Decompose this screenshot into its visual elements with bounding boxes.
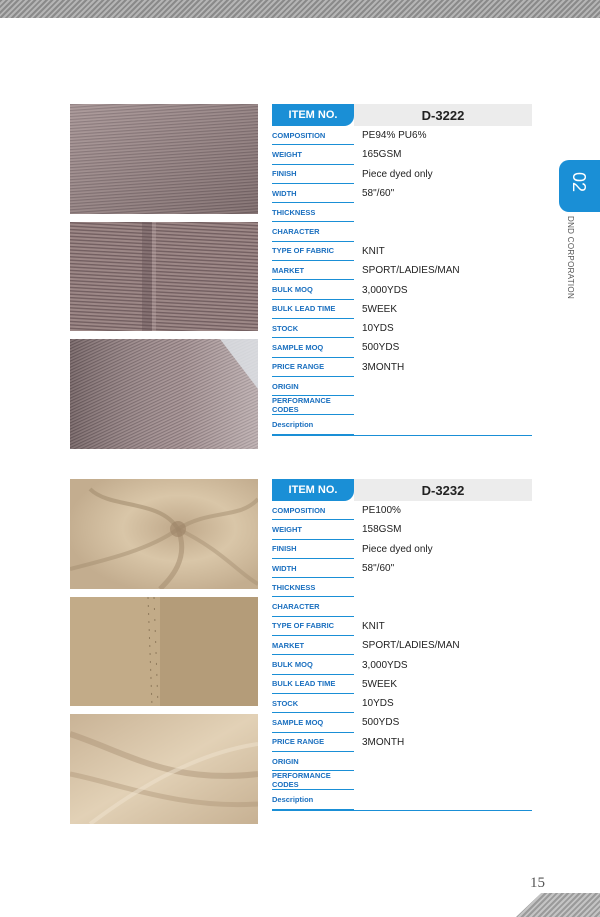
spec-label: BULK LEAD TIME bbox=[272, 675, 354, 694]
spec-label: WEIGHT bbox=[272, 520, 354, 539]
spec-label: MARKET bbox=[272, 636, 354, 655]
spec-label: PRICE RANGE bbox=[272, 733, 354, 752]
spec-label: CHARACTER bbox=[272, 222, 354, 241]
spec-table bbox=[272, 104, 532, 436]
page-number: 15 bbox=[530, 875, 545, 891]
spec-value: 5WEEK bbox=[362, 678, 398, 690]
spec-label: THICKNESS bbox=[272, 203, 354, 222]
spec-label: FINISH bbox=[272, 165, 354, 184]
item-code: D-3232 bbox=[354, 479, 532, 501]
spec-value: 165GSM bbox=[362, 149, 402, 161]
spec-value: Piece dyed only bbox=[362, 168, 433, 180]
spec-value: SPORT/LADIES/MAN bbox=[362, 265, 460, 277]
spec-value: KNIT bbox=[362, 245, 385, 257]
spec-value: 10YDS bbox=[362, 698, 394, 710]
spec-value: 3MONTH bbox=[362, 361, 405, 373]
spec-value: PE94% PU6% bbox=[362, 130, 427, 142]
spec-label: COMPOSITION bbox=[272, 501, 354, 520]
spec-value: 58"/60" bbox=[362, 563, 395, 575]
spec-label: SAMPLE MOQ bbox=[272, 713, 354, 732]
spec-value: PE100% bbox=[362, 505, 401, 517]
fabric-photo-drape bbox=[70, 339, 258, 449]
fabric-photo-closeup bbox=[70, 222, 258, 331]
spec-label: PERFORMANCE CODES bbox=[272, 396, 354, 415]
item-code: D-3222 bbox=[354, 104, 532, 126]
fabric-photo-swirl bbox=[70, 479, 258, 589]
spec-value: SPORT/LADIES/MAN bbox=[362, 640, 460, 652]
spec-label: TYPE OF FABRIC bbox=[272, 242, 354, 261]
spec-value: 58"/60" bbox=[362, 188, 395, 200]
spec-label: COMPOSITION bbox=[272, 126, 354, 145]
spec-label: STOCK bbox=[272, 694, 354, 713]
chapter-number: 02 bbox=[569, 172, 589, 193]
spec-label: BULK MOQ bbox=[272, 655, 354, 674]
spec-value: KNIT bbox=[362, 620, 385, 632]
spec-value: 500YDS bbox=[362, 717, 400, 729]
spec-value: 500YDS bbox=[362, 342, 400, 354]
spec-value: 5WEEK bbox=[362, 303, 398, 315]
company-side-label: DND CORPORATION bbox=[566, 216, 575, 300]
spec-label: STOCK bbox=[272, 319, 354, 338]
table-end-rule bbox=[272, 435, 532, 436]
spec-value: 3,000YDS bbox=[362, 659, 408, 671]
table-end-rule bbox=[272, 810, 532, 811]
item-no-label: ITEM NO. bbox=[272, 479, 354, 501]
spec-label: WEIGHT bbox=[272, 145, 354, 164]
fabric-photo-selvedge bbox=[70, 597, 258, 706]
fabric-photo-drape bbox=[70, 714, 258, 824]
chapter-tab bbox=[559, 160, 600, 212]
spec-label: ORIGIN bbox=[272, 752, 354, 771]
spec-value: 158GSM bbox=[362, 524, 402, 536]
spec-label: TYPE OF FABRIC bbox=[272, 617, 354, 636]
fabric-photo-column bbox=[70, 104, 258, 457]
spec-label: FINISH bbox=[272, 540, 354, 559]
spec-table bbox=[272, 479, 532, 811]
top-decorative-band bbox=[0, 0, 600, 18]
spec-label: BULK LEAD TIME bbox=[272, 300, 354, 319]
spec-label: CHARACTER bbox=[272, 597, 354, 616]
spec-value: 10YDS bbox=[362, 323, 394, 335]
spec-label: SAMPLE MOQ bbox=[272, 338, 354, 357]
spec-value: 3,000YDS bbox=[362, 284, 408, 296]
spec-label: PRICE RANGE bbox=[272, 358, 354, 377]
spec-label: WIDTH bbox=[272, 184, 354, 203]
spec-label: PERFORMANCE CODES bbox=[272, 771, 354, 790]
spec-label: Description bbox=[272, 415, 354, 434]
spec-value: Piece dyed only bbox=[362, 543, 433, 555]
bottom-decorative-corner bbox=[516, 893, 600, 917]
product-card-d3232 bbox=[70, 479, 532, 819]
spec-label: ORIGIN bbox=[272, 377, 354, 396]
item-no-label: ITEM NO. bbox=[272, 104, 354, 126]
spec-label: Description bbox=[272, 790, 354, 809]
spec-label: THICKNESS bbox=[272, 578, 354, 597]
spec-label: BULK MOQ bbox=[272, 280, 354, 299]
fabric-photo-column bbox=[70, 479, 258, 832]
spec-label: MARKET bbox=[272, 261, 354, 280]
spec-label: WIDTH bbox=[272, 559, 354, 578]
spec-value: 3MONTH bbox=[362, 736, 405, 748]
fabric-photo-flat bbox=[70, 104, 258, 214]
product-card-d3222 bbox=[70, 104, 532, 444]
